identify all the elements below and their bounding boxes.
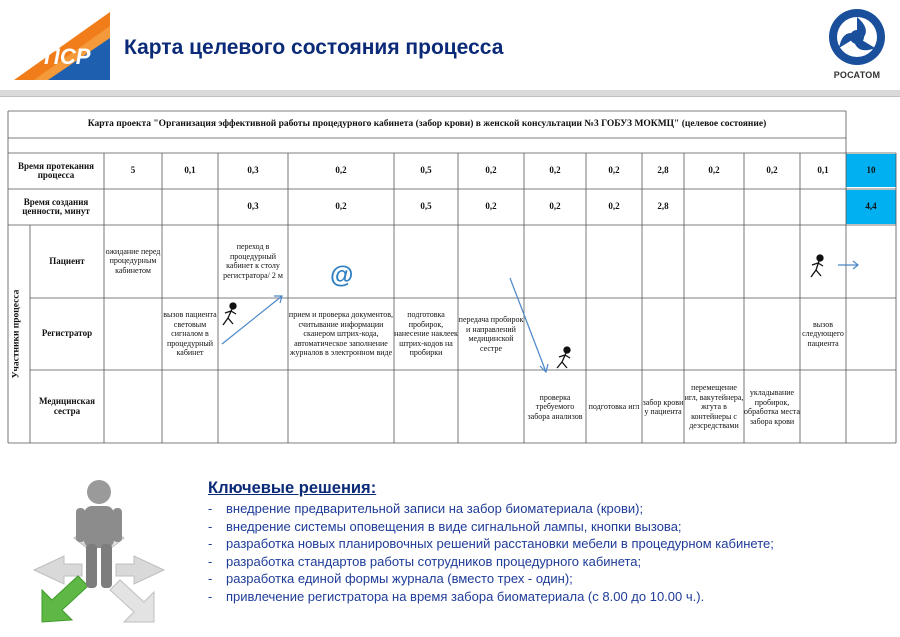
- process-time-cell: 0,3: [247, 165, 259, 176]
- process-time-cell: 0,5: [420, 165, 432, 176]
- email-at-icon: @: [330, 262, 354, 289]
- value-time-cell: 0,2: [608, 201, 620, 212]
- person-arrows-icon: [24, 470, 174, 630]
- key-solutions-list: [208, 500, 774, 605]
- nurse-step: укладывание пробирок, обработка места забора крови: [744, 388, 800, 426]
- rosatom-label: РОСАТОМ: [833, 70, 881, 80]
- process-time-cell: 0,2: [608, 165, 620, 176]
- process-time-cell: 0,2: [485, 165, 497, 176]
- list-item: - разработка единой формы журнала (вместо трех - один);: [208, 571, 573, 586]
- list-item: - внедрение системы оповещения в виде сигнальной лампы, кнопки вызова;: [208, 518, 682, 534]
- list-item: - разработка новых планировочных решений расстановки мебели в процедурном кабинете;: [208, 536, 774, 551]
- running-person-icon: [557, 347, 570, 368]
- process-time-cell: 5: [130, 165, 136, 176]
- key-solutions-title: Ключевые решения:: [208, 479, 377, 497]
- value-time-cell: 0,2: [485, 201, 497, 212]
- nurse-step: подготовка игл: [588, 402, 640, 412]
- list-item: - внедрение предварительной записи на забор биоматериала (крови);: [208, 501, 644, 516]
- row-label-process-time: Время протекания процесса: [17, 160, 95, 180]
- registrar-step: передача пробирок и направлений медицинской сестре: [458, 315, 524, 353]
- registrar-step: подготовка пробирок, нанесение наклеек штрих-кодов на пробирки: [394, 310, 458, 358]
- nurse-step: забор крови у пациента: [642, 397, 684, 416]
- participants-label: Участники процесса: [11, 289, 22, 379]
- row-label-value-time: Время создания ценности, минут: [22, 196, 90, 216]
- value-time-cell: 0,2: [335, 201, 347, 212]
- list-item: - привлечение регистратора на время забора биоматериала (с 8.00 до 10.00 ч.).: [208, 588, 705, 604]
- process-time-cell: 0,2: [335, 165, 347, 176]
- process-time-cell: 0,2: [708, 165, 720, 176]
- page-title: Карта целевого состояния процесса: [124, 36, 504, 59]
- registrar-step: прием и проверка документов, считывание информации сканером штрих-кода, автоматическое заполнение журналов в электронном виде: [288, 310, 394, 358]
- lane-patient: Пациент: [49, 256, 85, 267]
- running-person-icon: [223, 303, 236, 325]
- value-time-cell: 0,3: [247, 201, 259, 212]
- lane-nurse: Медицинская сестра: [39, 396, 95, 416]
- process-time-cell: 0,2: [766, 165, 778, 176]
- patient-step: ожидание перед процедурным кабинетом: [105, 246, 161, 275]
- process-time-cell: 0,2: [549, 165, 561, 176]
- nurse-step: проверка требуемого забора анализов: [527, 392, 583, 421]
- process-time-cell: 2,8: [657, 165, 669, 176]
- nurse-step: перемещение игл, вакутейнера, жгута в контейнеры с дезсредствами: [684, 383, 744, 431]
- running-person-icon: [811, 255, 823, 277]
- process-time-cell: 0,1: [817, 165, 829, 176]
- list-item: - разработка стандартов работы сотрудников процедурного кабинета;: [208, 553, 642, 569]
- psr-logo-text: ПСР: [44, 44, 91, 69]
- value-time-cell: 0,5: [420, 201, 432, 212]
- registrar-step: вызов следующего пациента: [802, 319, 844, 348]
- total-value-time: 4,4: [865, 201, 877, 212]
- table-title: Карта проекта "Организация эффективной работы процедурного кабинета (забор крови) в женской консультации №3 ГОБУЗ МОКМЦ" (целевое состояние): [87, 118, 767, 129]
- total-process-time: 10: [866, 165, 876, 176]
- value-time-cell: 0,2: [549, 201, 561, 212]
- value-time-cell: 2,8: [657, 201, 669, 212]
- registrar-step: вызов пациента световым сигналом в процедурный кабинет: [163, 310, 217, 358]
- patient-step: переход в процедурный кабинет к столу регистратора/ 2 м: [223, 242, 283, 280]
- process-time-cell: 0,1: [184, 165, 196, 176]
- lane-registrar: Регистратор: [41, 328, 93, 339]
